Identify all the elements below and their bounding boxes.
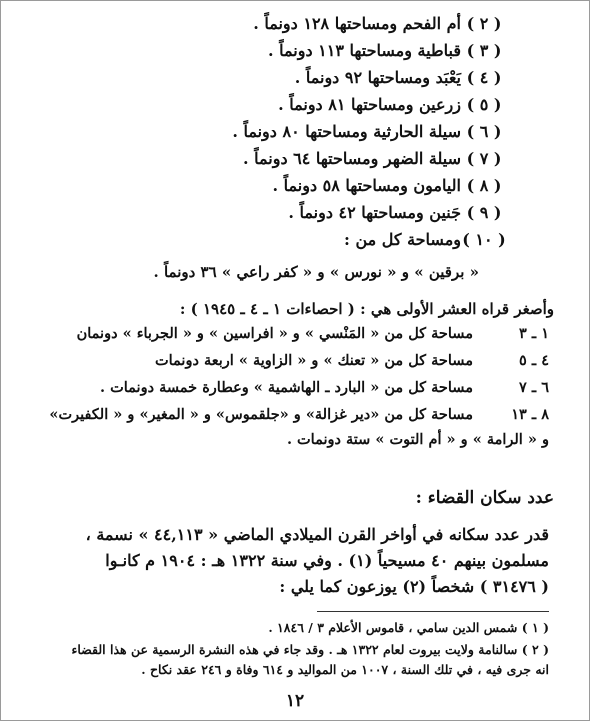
village-item — [288, 200, 507, 226]
row-number: ١ ـ ٣ — [519, 325, 549, 342]
item-number: ( ٥ ) — [466, 95, 502, 114]
small-village-row — [49, 402, 549, 428]
body-line: مسلمون بينهم ٤٠ مسيحياً (١) . وفي سنة ١٣٢٢ هـ : ١٩٠٤ م كانـوا — [105, 551, 549, 570]
footnote: ( ١ ) شمس الدين سامي ، قاموس الأعلام ٣ / ١٨٤٦ . — [268, 620, 549, 635]
page-number: ١٢ — [285, 691, 305, 711]
small-village-row — [155, 348, 549, 374]
village-item — [278, 92, 507, 118]
item-number: ( ٣ ) — [466, 41, 502, 60]
section-title: عدد سكان القضاء : — [415, 488, 554, 508]
village-item — [273, 173, 508, 199]
item-text: يَعْبَد ومساحتها ٩٢ دونماً . — [294, 68, 461, 87]
item-number: ( ٤ ) — [466, 68, 502, 87]
village-item — [232, 119, 507, 145]
item-number: ( ٢ ) — [466, 14, 502, 33]
item-text: جَنين ومساحتها ٤٢ دونماً . — [288, 203, 461, 222]
item-text: سيلة الحارثية ومساحتها ٨٠ دونماً . — [232, 122, 461, 141]
row-text: مساحة كل من « البارد ـ الهاشمية » وعطارة خمسة دونمات . — [100, 379, 473, 396]
footnote: ( ٢ ) سالنامة ولايت بيروت لعام ١٣٢٢ هـ . وقد جاء في هذه النشرة الرسمية عن هذا القضاء — [71, 642, 549, 657]
item-text: ومساحة كل من : — [343, 230, 461, 249]
footnote: انه جرى فيه ، في تلك السنة ، ١٠٠٧ من المواليد و ٦١٤ وفاة و ٢٤٦ عقد نكاح . — [141, 662, 549, 677]
village-item — [253, 11, 507, 37]
item-number: ( ٨ ) — [466, 176, 502, 195]
row-number: ٤ ـ ٥ — [519, 352, 549, 369]
small-village-row-cont: و « الرامة » و « أم التوت » ستة دونمات . — [286, 431, 549, 448]
village-item — [268, 38, 507, 64]
item-number: ( ٦ ) — [466, 122, 502, 141]
row-number: ٨ ـ ١٣ — [511, 406, 549, 423]
village-item — [295, 65, 507, 91]
row-number: ٦ ـ ٧ — [519, 379, 549, 396]
item-text: سيلة الضهر ومساحتها ٦٤ دونماً . — [243, 149, 461, 168]
item-text: أم الفحم ومساحتها ١٢٨ دونماً . — [253, 14, 461, 33]
item-text: قباطية ومساحتها ١١٣ دونماً . — [268, 41, 461, 60]
body-line: قدر عدد سكانه في أواخر القرن الميلادي الماضي « ٤٤,١١٣ » نسمة ، — [85, 525, 549, 544]
row-text: مساحة كل من « المَنْسي » و « افراسين » و « الجرباء » دونمان — [76, 325, 473, 342]
village-item — [243, 146, 507, 172]
item10-detail: « برقين » و « نورس » و « كفر راعي » ٣٦ دونماً . — [153, 263, 479, 281]
item-number: ( ٧ ) — [466, 149, 502, 168]
item-number: ( ٩ ) — [466, 203, 502, 222]
row-text: مساحة كل من « تعنك » و « الزاوية » اربعة دونمات — [154, 352, 473, 369]
smallest-intro: وأصغر قراه العشر الأولى هي : ( احصاءات ١ ـ ٤ ـ ١٩٤٥ ) : — [179, 300, 554, 318]
item-text: زرعين ومساحتها ٨١ دونماً . — [278, 95, 461, 114]
small-village-row — [77, 321, 549, 347]
village-item — [344, 227, 507, 253]
small-village-row — [100, 375, 549, 401]
item-number: ( ١٠ ) — [462, 230, 506, 249]
footnote-divider — [317, 611, 549, 612]
row-text: مساحة كل من «دير غزالة» و «جلقموس» و « المغير» و « الكفيرت» — [49, 406, 473, 423]
item-text: اليامون ومساحتها ٥٨ دونماً . — [272, 176, 461, 195]
body-line: ( ٣١٤٧٦ ) شخصاً (٢) يوزعون كما يلي : — [279, 577, 549, 596]
